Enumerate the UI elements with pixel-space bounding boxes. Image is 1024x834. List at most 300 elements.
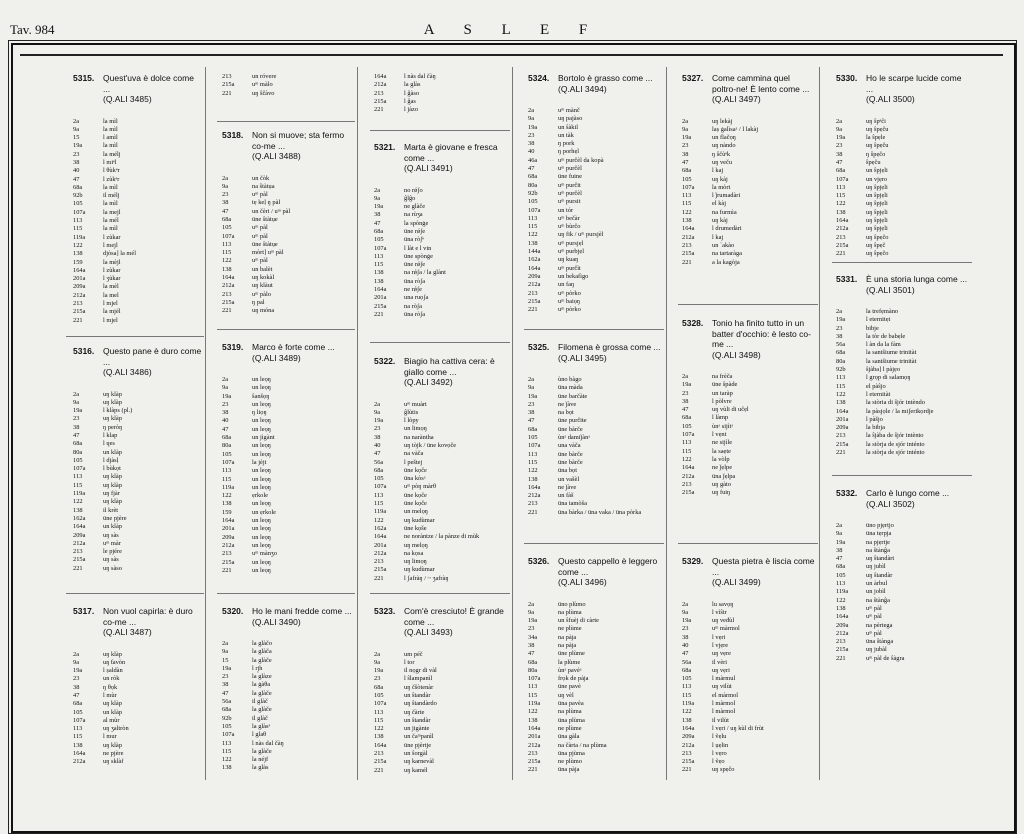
survey-row <box>73 465 203 473</box>
point-code: 212a <box>682 233 695 241</box>
survey-row <box>682 381 816 389</box>
survey-row <box>222 307 354 315</box>
section-rule <box>832 475 972 476</box>
point-code: 40 <box>528 148 535 156</box>
point-code: 164a <box>682 225 695 233</box>
point-code: 138 <box>374 733 384 741</box>
dialect-form: un čòk <box>252 174 270 182</box>
map-entry <box>528 556 662 775</box>
point-code: 47 <box>528 417 535 425</box>
dialect-form: uᵐ purčèl <box>558 189 582 197</box>
point-code: 138 <box>682 716 692 724</box>
survey-row <box>73 159 203 167</box>
survey-row <box>528 281 662 289</box>
point-code: 212a <box>528 741 541 749</box>
survey-row <box>682 742 816 750</box>
survey-row <box>836 391 970 399</box>
dialect-form: un leọŋ <box>252 558 271 566</box>
point-code: 144a <box>528 248 541 256</box>
point-code: 105 <box>73 200 83 208</box>
dialect-form: el pàŝjo <box>866 382 886 390</box>
survey-row <box>836 234 970 242</box>
survey-row <box>374 575 508 583</box>
dialect-form: ne ǰàve <box>558 400 577 408</box>
point-code: 122 <box>73 241 83 249</box>
point-code: 213 <box>682 241 692 249</box>
map-entry <box>73 73 203 325</box>
dialect-form: la mìl <box>103 225 118 233</box>
survey-row <box>528 124 662 132</box>
survey-row <box>836 200 970 208</box>
survey-row <box>73 192 203 200</box>
dialect-form: na pàja <box>558 633 577 641</box>
survey-row <box>836 374 970 382</box>
dialect-form: üne kọče <box>404 500 427 508</box>
survey-row <box>374 651 508 659</box>
survey-row <box>528 459 662 467</box>
survey-row <box>374 245 508 253</box>
dialect-form: na frèča <box>712 373 733 380</box>
entry-heading <box>222 130 354 162</box>
dialect-form: un leọŋ <box>252 376 271 383</box>
point-code: 40 <box>682 641 689 649</box>
dialect-form: uŋ kàj <box>712 217 728 225</box>
dialect-form: uᵐ bùrčo <box>558 223 581 231</box>
entry-ref: (Q.ALI 3500) <box>866 94 915 104</box>
survey-row <box>374 401 508 409</box>
point-code: 221 <box>222 566 232 574</box>
point-code: 68a <box>682 414 692 422</box>
dialect-form: uŋ ŝpẹču <box>866 142 889 150</box>
dialect-form: l mjel <box>103 300 118 308</box>
entry-ref: (Q.ALI 3499) <box>712 577 761 587</box>
dialect-form: la santšiume trinitàt <box>866 349 917 357</box>
entry-ref: (Q.ALI 3494) <box>558 83 607 94</box>
point-code: 113 <box>836 580 846 588</box>
dialect-form: una ruọʃa <box>404 294 429 302</box>
survey-row <box>222 266 354 274</box>
survey-row <box>222 542 354 550</box>
point-code: 209a <box>528 272 541 280</box>
survey-row <box>222 257 354 265</box>
point-code: 105 <box>682 175 692 183</box>
dialect-form: uᵐ pàl <box>866 629 882 637</box>
dialect-form: la glàs <box>404 81 421 89</box>
entry-title: Questo cappello è leggero come ... <box>558 556 658 577</box>
survey-row <box>528 298 662 306</box>
dialect-form: uŋ klàp <box>103 481 122 489</box>
survey-row <box>73 532 203 540</box>
dialect-form: l mùr <box>103 691 117 699</box>
dialect-form: l ĝàso <box>404 89 420 97</box>
survey-row <box>836 126 970 134</box>
point-code: 164a <box>528 264 541 272</box>
point-code: 115 <box>528 458 538 466</box>
point-code: 19a <box>682 617 692 625</box>
point-code: 23 <box>374 425 381 433</box>
survey-row <box>836 217 970 225</box>
survey-row <box>374 220 508 228</box>
survey-row <box>528 240 662 248</box>
entry-ref: (Q.ALI 3490) <box>252 616 301 627</box>
point-code: 47 <box>836 158 843 166</box>
survey-row <box>222 681 354 689</box>
point-code: 212a <box>73 539 86 547</box>
dialect-form: l ṣaldàn <box>103 667 123 675</box>
survey-row <box>374 211 508 219</box>
point-code: 113 <box>374 252 384 260</box>
survey-row <box>374 106 508 114</box>
survey-row <box>682 642 816 650</box>
point-code: 9a <box>682 125 689 133</box>
dialect-form: na bọt <box>558 409 574 417</box>
dialect-form: la glàčo <box>252 640 273 647</box>
entry-number: 5319. <box>222 342 244 352</box>
point-code: 213 <box>682 749 692 757</box>
survey-row <box>222 409 354 417</box>
point-code: 138 <box>374 277 384 285</box>
dialect-form: la spònġe <box>404 219 429 227</box>
survey-row <box>682 118 816 126</box>
survey-row <box>528 401 662 409</box>
point-code: 138 <box>528 475 538 483</box>
dialect-form: un ròk <box>103 675 120 683</box>
dialect-form: la ŝjàba de ŝjór intènto <box>866 432 924 440</box>
point-code: 113 <box>836 374 846 382</box>
map-entry <box>528 73 662 314</box>
dialect-form: üna ŝtànga <box>866 638 894 646</box>
survey-row <box>222 756 354 764</box>
dialect-form: uᵐ pòŋ màrθ <box>404 483 437 491</box>
point-code: 215a <box>682 250 695 258</box>
dialect-form: l ʒùkar <box>103 275 121 283</box>
survey-row <box>73 709 203 717</box>
point-code: 209a <box>73 531 86 539</box>
survey-row <box>374 236 508 244</box>
dialect-form: uŋ sklàf <box>103 758 124 766</box>
survey-row <box>836 638 970 646</box>
dialect-form: un jigànte <box>404 725 430 733</box>
dialect-form: un leọŋ <box>252 525 271 533</box>
point-code: 56a <box>682 658 692 666</box>
survey-row <box>682 142 816 150</box>
entry-heading <box>374 356 508 388</box>
entry-heading <box>222 606 354 627</box>
survey-row <box>836 432 970 440</box>
dialect-form: üna bàrka / üna vaka / üna pòrka <box>558 508 642 516</box>
point-code: 215a <box>836 646 849 654</box>
dialect-form: uᵐ purbjẹl <box>558 248 585 256</box>
point-code: 162a <box>528 256 541 264</box>
entry-heading <box>374 606 508 638</box>
survey-row <box>374 442 508 450</box>
dialect-form: uŋ kuaŋ <box>558 256 579 264</box>
dialect-form: l mejl <box>103 241 118 249</box>
entry-ref: (Q.ALI 3493) <box>404 627 453 637</box>
survey-row <box>73 242 203 250</box>
survey-row <box>528 223 662 231</box>
survey-row <box>374 709 508 717</box>
survey-row <box>682 200 816 208</box>
survey-row <box>222 401 354 409</box>
point-code: 138 <box>528 716 538 724</box>
entry-ref: (Q.ALI 3488) <box>252 151 301 161</box>
point-code: 212a <box>682 741 695 749</box>
survey-row <box>222 690 354 698</box>
point-code: 19a <box>222 664 232 672</box>
point-code: 213 <box>836 638 846 646</box>
point-code: 164a <box>836 613 849 621</box>
dialect-form: uŋ sàso <box>103 564 122 572</box>
survey-row <box>682 758 816 766</box>
dialect-form: uᵐ pàl de ŝàgra <box>866 654 905 662</box>
point-code: 138 <box>73 506 83 514</box>
point-code: 2a <box>374 400 381 408</box>
point-code: 113 <box>222 467 232 475</box>
survey-row <box>374 684 508 692</box>
survey-row <box>836 605 970 613</box>
dialect-form: l ṽẹlu <box>712 733 727 741</box>
point-code: 115 <box>222 249 232 257</box>
entry-heading <box>528 556 662 588</box>
dialect-form: uŋ ŝtandàr <box>866 571 893 579</box>
dialect-form: la glàče <box>252 656 272 664</box>
survey-row <box>222 451 354 459</box>
point-code: 38 <box>528 409 535 417</box>
dialect-form: un leọŋ <box>252 517 271 525</box>
point-code: 107a <box>682 183 695 191</box>
dialect-form: l vẹri <box>712 633 726 641</box>
point-code: 138 <box>222 265 232 273</box>
survey-row <box>222 216 354 224</box>
point-code: 47 <box>528 165 535 173</box>
dialect-form: la vòlp <box>712 455 730 463</box>
point-code: 213 <box>528 749 538 757</box>
point-code: 201a <box>374 294 387 302</box>
dialect-form: uŋ kudùmar <box>404 516 435 524</box>
entry-heading <box>222 342 354 363</box>
dialect-form: uŋ klàut <box>252 282 273 290</box>
survey-row <box>682 431 816 439</box>
point-code: 115 <box>73 481 83 489</box>
plate-number: Tav. 984 <box>10 22 55 37</box>
dialect-form: uᵐ pàl <box>252 224 268 232</box>
dialect-form: uᵐ pòrko <box>558 289 581 297</box>
survey-row <box>836 416 970 424</box>
survey-row <box>222 393 354 401</box>
entry-heading <box>73 606 203 638</box>
dialect-form: la glàče <box>252 689 272 697</box>
point-code: 2a <box>836 308 843 315</box>
survey-row <box>528 742 662 750</box>
dialect-form: un leọŋ <box>252 483 271 491</box>
point-code: 221 <box>528 306 538 314</box>
survey-row <box>528 609 662 617</box>
point-code: 23 <box>682 625 689 633</box>
point-code: 9a <box>73 125 80 133</box>
point-code: 215a <box>222 558 235 566</box>
point-code: 107a <box>222 232 235 240</box>
map-entry <box>836 73 970 259</box>
survey-row <box>374 667 508 675</box>
dialect-form: il nọgr di vàl <box>404 667 437 675</box>
survey-row <box>374 203 508 211</box>
section-rule <box>217 121 355 122</box>
survey-row <box>682 675 816 683</box>
point-code: 213 <box>222 550 232 558</box>
entry-number: 5318. <box>222 130 244 140</box>
point-code: 221 <box>836 449 846 457</box>
survey-row <box>528 667 662 675</box>
survey-row <box>222 467 354 475</box>
map-entry <box>682 318 816 497</box>
dialect-form: un faŋ <box>558 281 575 289</box>
dialect-form: uᵐ mànʒo <box>252 550 277 558</box>
survey-row <box>682 159 816 167</box>
point-code: 107a <box>836 175 849 183</box>
dialect-form: l klàps (pl.) <box>103 407 133 415</box>
dialect-form: üna tẹrpja <box>866 530 892 538</box>
survey-row <box>682 209 816 217</box>
survey-row <box>222 233 354 241</box>
point-code: 113 <box>836 183 846 191</box>
entry-heading <box>73 73 203 105</box>
survey-row <box>836 349 970 357</box>
point-code: 9a <box>222 648 229 656</box>
point-code: 212a <box>222 541 235 549</box>
point-code: 19a <box>73 667 83 675</box>
point-code: 107a <box>682 431 695 439</box>
point-code: 19a <box>836 538 846 546</box>
point-code: 119a <box>374 508 387 516</box>
dialect-form: uŋ jubìl <box>866 563 886 571</box>
point-code: 23 <box>528 625 535 633</box>
survey-row <box>528 675 662 683</box>
point-code: 164a <box>374 741 387 749</box>
entry-title: Quest'uva è dolce come ... <box>103 73 194 94</box>
point-code: 221 <box>374 106 384 114</box>
dialect-form: lu savọŋ <box>712 600 734 608</box>
survey-row <box>374 542 508 550</box>
point-code: 105 <box>73 708 83 716</box>
dialect-form: üne ŝtàtụe <box>252 215 278 223</box>
survey-row <box>73 118 203 126</box>
dialect-form: la mìl <box>103 125 118 133</box>
survey-row <box>528 290 662 298</box>
dialect-form: un leọŋ <box>252 500 271 508</box>
point-code: 9a <box>73 398 80 406</box>
survey-row <box>836 555 970 563</box>
point-code: 47 <box>528 650 535 658</box>
point-code: 215a <box>222 81 235 89</box>
survey-row <box>528 434 662 442</box>
entry-title: Marta è giovane e fresca come ... <box>404 142 498 163</box>
survey-row <box>374 533 508 541</box>
entry-title: Questo pane è duro come ... <box>103 346 202 367</box>
dialect-form: ẹrkole <box>252 492 268 500</box>
point-code: 19a <box>836 316 846 324</box>
point-code: 115 <box>836 192 846 200</box>
section-rule <box>370 342 510 343</box>
point-code: 46a <box>528 156 538 164</box>
column-divider <box>819 67 820 780</box>
dialect-form: l bùkọt <box>103 465 121 473</box>
dialect-form: uŋ klàp <box>103 741 122 749</box>
survey-row <box>528 409 662 417</box>
point-code: 2a <box>73 650 80 658</box>
survey-row <box>528 107 662 115</box>
entry-heading <box>528 73 662 94</box>
entry-number: 5327. <box>682 73 704 83</box>
survey-row <box>222 183 354 191</box>
survey-row <box>73 651 203 659</box>
survey-row <box>528 417 662 425</box>
point-code: 138 <box>222 764 232 772</box>
dialect-form: uᵐ muàrt <box>404 400 427 408</box>
survey-row <box>682 692 816 700</box>
dialect-form: la mjél <box>103 308 121 316</box>
survey-row <box>222 731 354 739</box>
dialect-form: l nàs dal čàŋ <box>404 73 436 80</box>
point-code: 9a <box>836 125 843 133</box>
section-rule <box>678 304 818 305</box>
point-code: 38 <box>682 397 689 405</box>
dialect-form: uŋ čŝòtenàr <box>404 683 434 691</box>
survey-row <box>682 423 816 431</box>
dialect-form: l glaθ <box>252 731 267 739</box>
point-code: 68a <box>73 183 83 191</box>
survey-row <box>222 249 354 257</box>
point-code: 56a <box>222 698 232 706</box>
point-code: 212a <box>528 492 541 500</box>
dialect-form: l rj̣h <box>252 664 263 672</box>
point-code: 105 <box>528 434 538 442</box>
dialect-form: il glàč <box>252 714 268 722</box>
survey-row <box>73 449 203 457</box>
survey-row <box>682 708 816 716</box>
point-code: 138 <box>222 500 232 508</box>
survey-row <box>73 300 203 308</box>
survey-row <box>528 306 662 314</box>
survey-row <box>528 708 662 716</box>
dialect-form: un ŝfuèj di càrte <box>558 617 599 625</box>
dialect-form: ŋ porhẹl <box>558 148 580 156</box>
dialect-form: l lòpy <box>404 417 419 425</box>
survey-row <box>73 317 203 325</box>
survey-row <box>836 655 970 663</box>
survey-row <box>682 192 816 200</box>
survey-row <box>73 457 203 465</box>
survey-row <box>374 417 508 425</box>
top-rule <box>20 54 1003 56</box>
dialect-form: bibje <box>866 324 879 332</box>
dialect-form: üna pàja <box>558 766 580 774</box>
point-code: 19a <box>528 123 538 131</box>
survey-row <box>528 509 662 517</box>
point-code: 47 <box>73 691 80 699</box>
survey-row <box>73 308 203 316</box>
survey-row <box>528 650 662 658</box>
survey-row <box>374 459 508 467</box>
dialect-form: un tór <box>558 206 574 214</box>
dialect-form: na tartaràga <box>712 250 742 258</box>
dialect-form: uŋ pajàso <box>558 115 583 123</box>
entry-heading <box>73 346 203 378</box>
point-code: 213 <box>528 289 538 297</box>
dialect-form: üna ròʃᵉ <box>404 236 424 244</box>
survey-row <box>73 725 203 733</box>
point-code: 56a <box>836 341 846 349</box>
